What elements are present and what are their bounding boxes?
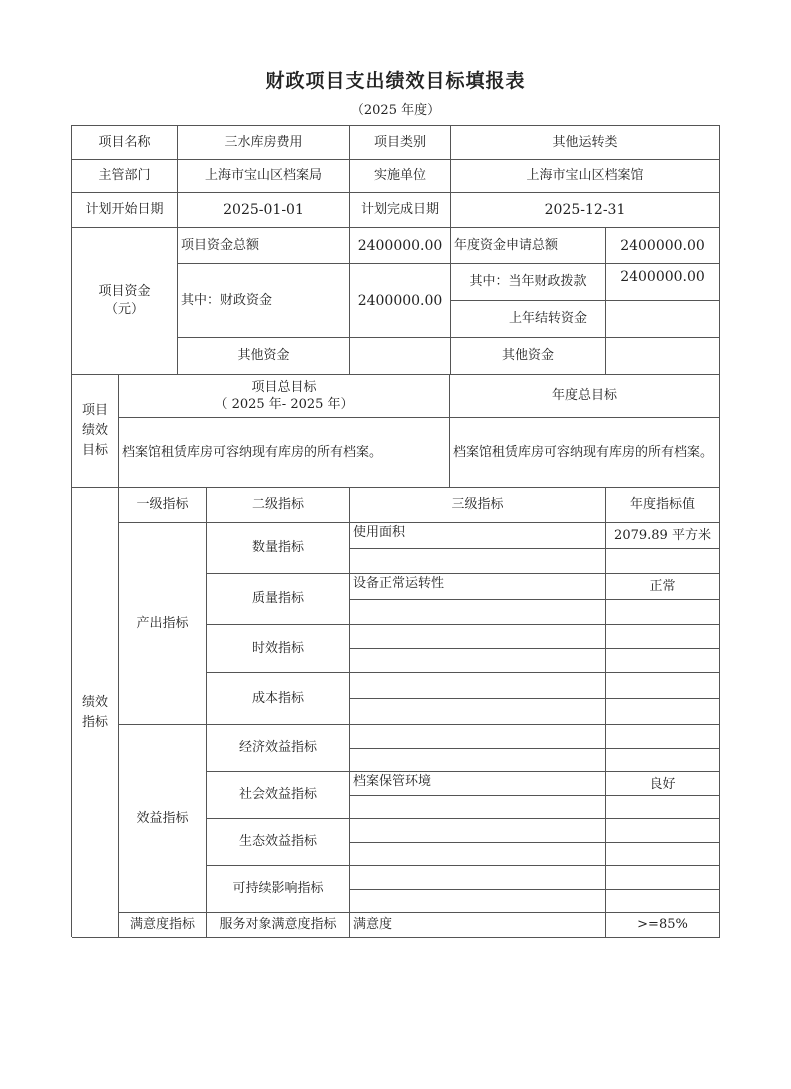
other-funds-2 — [606, 338, 720, 375]
annual-goal-text: 档案馆租赁库房可容纳现有库房的所有档案。 — [450, 418, 720, 488]
sustainable-indicator-name-2 — [350, 890, 606, 913]
form-title: 财政项目支出绩效目标填报表 — [265, 70, 526, 92]
social-indicator-name: 档案保管环境 — [350, 772, 606, 796]
ecological-indicator-value-2 — [606, 843, 720, 866]
benefit-indicators-label: 效益指标 — [119, 725, 207, 913]
economic-indicator-name — [350, 725, 606, 749]
cost-indicator-value — [606, 673, 720, 699]
ecological-indicator-name-2 — [350, 843, 606, 866]
quality-indicator-value: 正常 — [606, 574, 720, 600]
annual-goal-header: 年度总目标 — [450, 375, 720, 418]
prev-balance-label: 上年结转资金 — [451, 301, 606, 338]
other-funds — [350, 338, 451, 375]
quantity-indicator-name-2 — [350, 549, 606, 574]
project-name: 三水库房费用 — [178, 126, 350, 160]
overall-goal-header — [119, 375, 450, 418]
project-category: 其他运转类 — [451, 126, 720, 160]
social-indicator-value-2 — [606, 796, 720, 819]
sustainable-indicator-name — [350, 866, 606, 890]
timeliness-indicator-name — [350, 625, 606, 649]
quantity-indicator-value-2 — [606, 549, 720, 574]
service-satisfaction-label: 服务对象满意度指标 — [207, 913, 350, 938]
overall-goal-period: （ 2025 年- 2025 年） — [214, 397, 354, 412]
satisfaction-indicator-value: >=85% — [606, 913, 720, 938]
end-date: 2025-12-31 — [451, 193, 720, 228]
performance-table — [71, 125, 720, 937]
funds-label-line1: 项目资金 — [98, 284, 151, 299]
indicators-label: 绩效指标 — [72, 488, 119, 938]
output-indicators-label: 产出指标 — [119, 523, 207, 725]
social-indicator-value: 良好 — [606, 772, 720, 796]
timeliness-indicator-value — [606, 625, 720, 649]
current-appropriation: 2400000.00 — [606, 264, 720, 301]
current-appropriation-label: 其中：当年财政拨款 — [451, 264, 606, 301]
quality-indicator-name: 设备正常运转性 — [350, 574, 606, 600]
start-date: 2025-01-01 — [178, 193, 350, 228]
cost-indicator-name-2 — [350, 699, 606, 725]
impl-unit: 上海市宝山区档案馆 — [451, 160, 720, 193]
economic-indicator-name-2 — [350, 749, 606, 772]
total-funds-label: 项目资金总额 — [178, 228, 350, 264]
timeliness-indicator-name-2 — [350, 649, 606, 673]
prev-balance — [606, 301, 720, 338]
annual-funds: 2400000.00 — [606, 228, 720, 264]
satisfaction-indicator-name: 满意度 — [350, 913, 606, 938]
cost-indicator-name — [350, 673, 606, 699]
sustainable-indicator-label: 可持续影响指标 — [207, 866, 350, 913]
impl-unit-label: 实施单位 — [350, 160, 451, 193]
other-funds-label: 其他资金 — [178, 338, 350, 375]
level2-header: 二级指标 — [207, 488, 350, 523]
end-date-label: 计划完成日期 — [350, 193, 451, 228]
cost-indicator-label: 成本指标 — [207, 673, 350, 725]
total-funds: 2400000.00 — [350, 228, 451, 264]
overall-goal-title: 项目总目标 — [251, 380, 317, 395]
other-funds-label-2: 其他资金 — [451, 338, 606, 375]
timeliness-indicator-value-2 — [606, 649, 720, 673]
cost-indicator-value-2 — [606, 699, 720, 725]
economic-indicator-value — [606, 725, 720, 749]
ecological-indicator-value — [606, 819, 720, 843]
fiscal-funds: 2400000.00 — [350, 264, 451, 338]
level3-header: 三级指标 — [350, 488, 606, 523]
funds-label-line2: （元） — [104, 302, 144, 317]
social-indicator-name-2 — [350, 796, 606, 819]
timeliness-indicator-label: 时效指标 — [207, 625, 350, 673]
quality-indicator-value-2 — [606, 600, 720, 625]
dept: 上海市宝山区档案局 — [178, 160, 350, 193]
quality-indicator-label: 质量指标 — [207, 574, 350, 625]
dept-label: 主管部门 — [72, 160, 178, 193]
satisfaction-indicators-label: 满意度指标 — [119, 913, 207, 938]
quantity-indicator-label: 数量指标 — [207, 523, 350, 574]
overall-goal-text: 档案馆租赁库房可容纳现有库房的所有档案。 — [119, 418, 450, 488]
economic-indicator-value-2 — [606, 749, 720, 772]
sustainable-indicator-value — [606, 866, 720, 890]
quantity-indicator-name: 使用面积 — [350, 523, 606, 549]
economic-indicator-label: 经济效益指标 — [207, 725, 350, 772]
funds-label — [72, 228, 178, 375]
start-date-label: 计划开始日期 — [72, 193, 178, 228]
ecological-indicator-label: 生态效益指标 — [207, 819, 350, 866]
form-year: （2025 年度） — [350, 103, 441, 118]
fiscal-funds-label: 其中：财政资金 — [178, 264, 350, 338]
social-indicator-label: 社会效益指标 — [207, 772, 350, 819]
quality-indicator-name-2 — [350, 600, 606, 625]
ecological-indicator-name — [350, 819, 606, 843]
value-header: 年度指标值 — [606, 488, 720, 523]
goals-label: 项目绩效目标 — [72, 375, 119, 488]
annual-funds-label: 年度资金申请总额 — [451, 228, 606, 264]
project-category-label: 项目类别 — [350, 126, 451, 160]
project-name-label: 项目名称 — [72, 126, 178, 160]
quantity-indicator-value: 2079.89 平方米 — [606, 523, 720, 549]
sustainable-indicator-value-2 — [606, 890, 720, 913]
level1-header: 一级指标 — [119, 488, 207, 523]
